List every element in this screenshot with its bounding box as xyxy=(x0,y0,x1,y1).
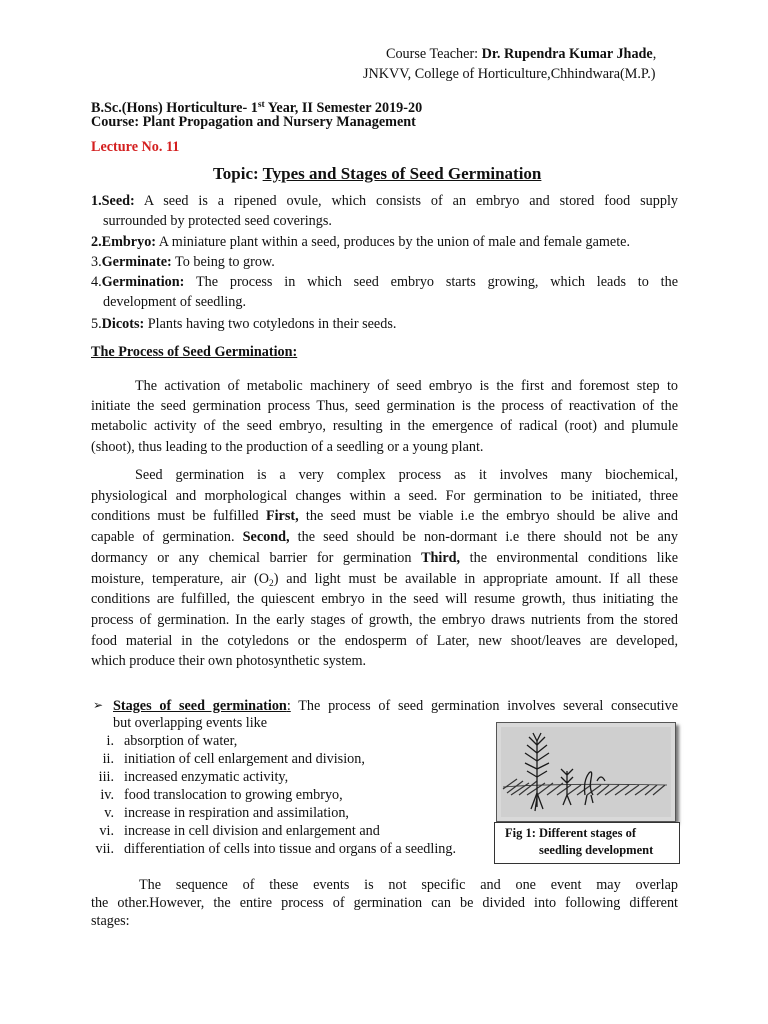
list-item: differentiation of cells into tissue and organs of a seedling. xyxy=(124,841,457,857)
lecture-number: Lecture No. 11 xyxy=(91,139,180,155)
definition-term: Germinate: xyxy=(101,254,172,270)
topic-title: Types and Stages of Seed Germination xyxy=(262,164,542,183)
para2-line9: food material in the cotyledons or the endosperm of Later, new shoot/leaves are developed, xyxy=(91,633,678,649)
definition-num: 4. xyxy=(91,274,102,290)
definition-term: Seed: xyxy=(101,193,135,209)
definition-term: Embryo: xyxy=(101,234,157,250)
figure-caption-line2: seedling development xyxy=(539,843,654,857)
list-item: absorption of water, xyxy=(124,733,238,749)
list-item-number: vi. xyxy=(99,823,114,839)
text-run: conditions must be fulfilled xyxy=(91,508,266,524)
para1-line3: metabolic activity of the seed embryo, resulting in the emergence of radical (root) and plumule xyxy=(91,418,678,434)
list-item: food translocation to growing embryo, xyxy=(124,787,343,803)
definition-text: The process in which seed embryo starts growing, which leads to the xyxy=(184,274,678,290)
definition-seed xyxy=(91,191,678,211)
para2-line1: Seed germination is a very complex process as it involves many biochemical, xyxy=(135,467,678,483)
para2-line5 xyxy=(91,548,678,568)
seedling-stages-illustration xyxy=(497,723,675,821)
topic-label: Topic: xyxy=(213,164,263,183)
subscript: 2 xyxy=(268,579,274,589)
text-run: dormancy or any chemical barrier for germination xyxy=(91,550,422,566)
text-run: ) and light must be available in appropriate amount. If all these xyxy=(273,571,678,587)
program-sup: st xyxy=(257,100,265,110)
para2-line2: physiological and morphological changes within a seed. For germination to be initiated, three xyxy=(91,488,678,504)
definition-text: Plants having two cotyledons in their seeds. xyxy=(144,316,397,332)
text-run: the seed must be viable i.e the embryo should be alive and xyxy=(298,508,678,524)
figure-caption-box xyxy=(494,822,680,864)
definition-text: A miniature plant within a seed, produces by the union of male and female gamete. xyxy=(156,234,630,250)
definition-text: To being to grow. xyxy=(171,254,275,270)
process-heading: The Process of Seed Germination: xyxy=(91,344,298,360)
definition-seed-cont: surrounded by protected seed coverings. xyxy=(103,213,332,229)
course-title: Course: Plant Propagation and Nursery Management xyxy=(91,114,416,130)
emphasis: Second, xyxy=(242,529,290,545)
teacher-label: Course Teacher: xyxy=(386,46,482,62)
list-item: increase in cell division and enlargement and xyxy=(124,823,380,839)
para2-line8: process of germination. In the early stages of growth, the embryo draws nutrients from the stored xyxy=(91,612,678,628)
stages-heading: Stages of seed germination xyxy=(113,698,287,714)
institution-line: JNKVV, College of Horticulture,Chhindwara(M.P.) xyxy=(363,66,656,82)
emphasis: First, xyxy=(265,508,299,524)
para1-line4: (shoot), thus leading to the production of a seedling or a young plant. xyxy=(91,439,484,455)
text-run: the environmental conditions like xyxy=(460,550,678,566)
list-item-number: i. xyxy=(106,733,114,749)
definition-germination-cont: development of seedling. xyxy=(103,294,247,310)
text-run: capable of germination. xyxy=(91,529,243,545)
closing-line1: The sequence of these events is not specific and one event may overlap xyxy=(139,877,678,893)
emphasis: Third, xyxy=(421,550,461,566)
teacher-name: Dr. Rupendra Kumar Jhade xyxy=(481,46,653,62)
figure-caption-line1: Fig 1: Different stages of xyxy=(505,826,636,840)
stages-bullet: ➢ xyxy=(93,698,104,712)
topic-heading xyxy=(213,163,541,185)
course-teacher-line xyxy=(386,44,656,64)
list-item-number: iii. xyxy=(98,769,114,785)
definition-num: 1. xyxy=(91,193,102,209)
program-text: B.Sc.(Hons) Horticulture- 1 xyxy=(91,100,258,116)
program-text-end: Year, II Semester 2019-20 xyxy=(264,100,423,116)
list-item: initiation of cell enlargement and division, xyxy=(124,751,365,767)
definition-dicots xyxy=(91,314,396,334)
para2-line4 xyxy=(91,527,678,547)
definition-text: A seed is a ripened ovule, which consists of an embryo and stored food supply xyxy=(134,193,678,209)
seedling-figure xyxy=(496,722,676,822)
definition-germinate xyxy=(91,252,275,272)
teacher-comma: , xyxy=(652,46,657,62)
definition-germination xyxy=(91,272,678,292)
stages-colon: : xyxy=(286,698,291,714)
para2-line7: conditions are fulfilled, the quiescent embryo in the seed will resume growth, thus initiating the xyxy=(91,591,678,607)
list-item: increased enzymatic activity, xyxy=(124,769,289,785)
definition-num: 5. xyxy=(91,316,102,332)
para1-line2: initiate the seed germination process Thus, seed germination is the process of reactivation of the xyxy=(91,398,678,414)
list-item-number: ii. xyxy=(102,751,114,767)
para2-line10: which produce their own photosynthetic system. xyxy=(91,653,367,669)
list-item-number: iv. xyxy=(100,787,114,803)
definition-embryo xyxy=(91,232,630,252)
definition-term: Germination: xyxy=(101,274,185,290)
closing-line3: stages: xyxy=(91,913,130,929)
para2-line3 xyxy=(91,506,678,526)
list-item-number: vii. xyxy=(95,841,114,857)
list-item: increase in respiration and assimilation, xyxy=(124,805,349,821)
list-item-number: v. xyxy=(104,805,114,821)
text-run: the seed should be non-dormant i.e there should not be any xyxy=(289,529,678,545)
stages-intro-line2: but overlapping events like xyxy=(113,715,268,731)
definition-term: Dicots: xyxy=(101,316,145,332)
stages-intro-text: The process of seed germination involves several consecutive xyxy=(290,698,678,714)
para1-line1: The activation of metabolic machinery of seed embryo is the first and foremost step to xyxy=(135,378,678,394)
text-run: moisture, temperature, air (O xyxy=(91,571,269,587)
definition-num: 2. xyxy=(91,234,102,250)
closing-line2: the other.However, the entire process of germination can be divided into following different xyxy=(91,895,678,911)
definition-num: 3. xyxy=(91,254,102,270)
